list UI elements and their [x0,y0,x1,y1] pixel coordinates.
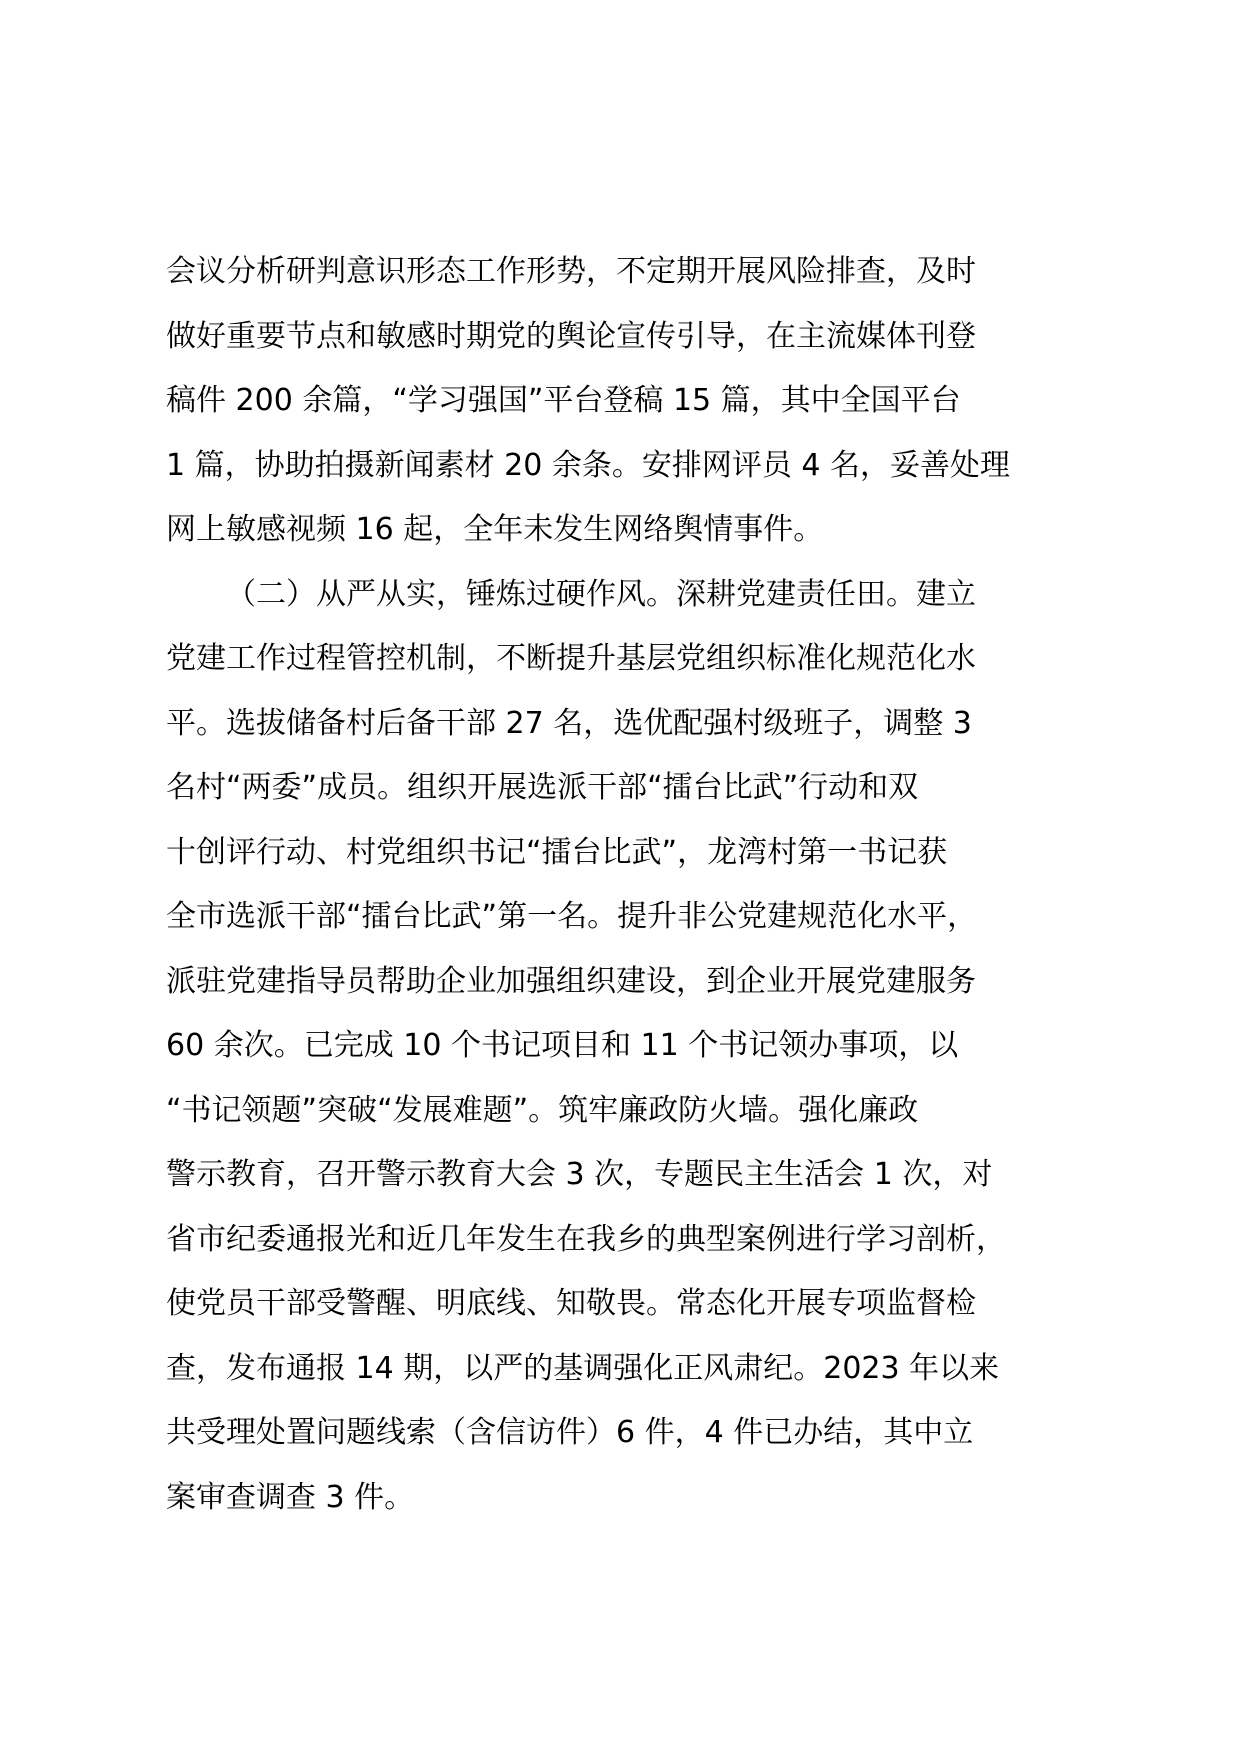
text-line: 全市选派干部“擂台比武”第一名。提升非公党建规范化水平， [166,899,978,934]
text-line: 省市纪委通报光和近几年发生在我乡的典型案例进行学习剖析， [166,1221,1006,1257]
text-line: 使党员干部受警醒、明底线、知敬畏。常态化开展专项监督检 [166,1286,976,1321]
text-line: 派驻党建指导员帮助企业加强组织建设，到企业开展党建服务 [166,963,976,999]
text-line: 案审查调查 3 件。 [166,1479,415,1515]
text-line: 党建工作过程管控机制，不断提升基层党组织标准化规范化水 [166,641,976,676]
body-text [166,240,1096,1530]
text-line: 会议分析研判意识形态工作形势，不定期开展风险排查，及时 [166,254,976,289]
text-line: 1 篇，协助拍摄新闻素材 20 余条。安排网评员 4 名，妥善处理 [166,447,1011,483]
section-heading-line: （二）从严从实，锤炼过硬作风。深耕党建责任田。建立 [226,576,976,612]
text-line: 名村“两委”成员。组织开展选派干部“擂台比武”行动和双 [166,770,919,805]
text-line: 做好重要节点和敏感时期党的舆论宣传引导，在主流媒体刊登 [166,318,976,354]
text-line: “书记领题”突破“发展难题”。筑牢廉政防火墙。强化廉政 [166,1092,919,1128]
text-line: 查，发布通报 14 期，以严的基调强化正风肃纪。2023 年以来 [166,1350,1000,1386]
text-line: 警示教育，召开警示教育大会 3 次，专题民主生活会 1 次，对 [166,1157,993,1192]
text-line: 共受理处置问题线索（含信访件）6 件，4 件已办结，其中立 [166,1415,974,1450]
text-line: 稿件 200 余篇，“学习强国”平台登稿 15 篇，其中全国平台 [166,383,961,418]
text-line: 网上敏感视频 16 起，全年未发生网络舆情事件。 [166,512,824,547]
text-line: 60 余次。已完成 10 个书记项目和 11 个书记领办事项，以 [166,1028,959,1063]
text-line: 十创评行动、村党组织书记“擂台比武”，龙湾村第一书记获 [166,834,948,870]
text-line: 平。选拔储备村后备干部 27 名，选优配强村级班子，调整 3 [166,705,972,741]
